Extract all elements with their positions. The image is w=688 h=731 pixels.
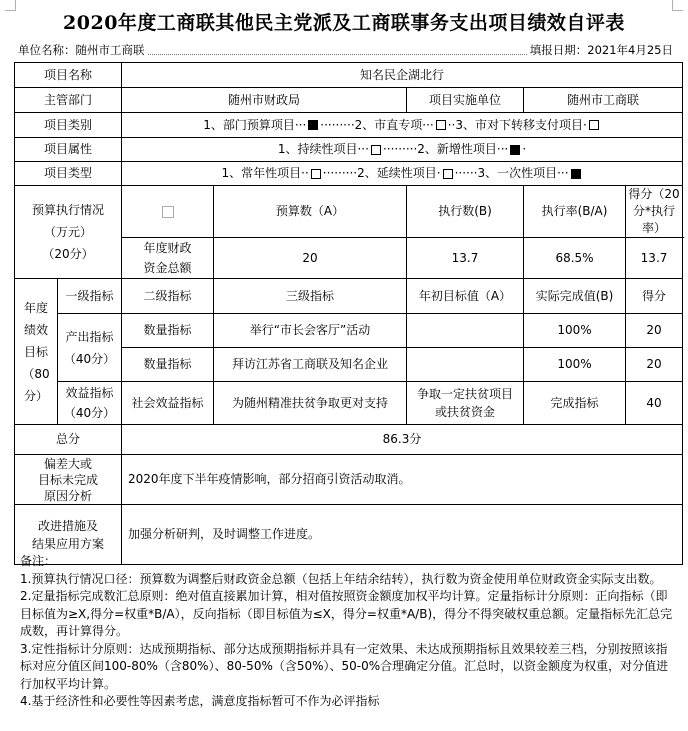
row-total <box>15 425 683 455</box>
header-actual: 实际完成值(B) <box>524 279 626 314</box>
row-department <box>15 88 683 113</box>
budget-header-score: 得分（20分*执行率） <box>626 186 683 238</box>
target-cell <box>407 348 524 382</box>
score-cell: 20 <box>626 314 683 348</box>
row-attribute <box>15 138 683 162</box>
deviation-label <box>15 455 122 505</box>
attribute-option-label: 1、持续性项目 <box>277 142 358 156</box>
checkbox-checked-icon[interactable] <box>510 145 520 155</box>
checkbox-empty-icon[interactable] <box>443 169 453 179</box>
deviation-text: 2020年度下半年疫情影响，部分招商引资活动取消。 <box>122 455 683 505</box>
note-item: 2.定量指标完成数汇总原则：绝对值直接累加计算，相对值按照资金额度加权平均计算。定量指标计分原则：正向指标（即目标值为≥X,得分=权重*B/A），反向指标（即目标值为≤X，得分=权重*A/B)，得分不得突破权重总额。定量指标先汇总完成数，再计算得分。 <box>20 589 673 638</box>
type-label: 项目类型 <box>15 162 122 186</box>
header-line <box>18 42 673 58</box>
page-title: 2020年度工商联其他民主党派及工商联事务支出项目绩效自评表 <box>63 12 625 34</box>
score-cell: 20 <box>626 348 683 382</box>
row-project-name <box>15 63 683 88</box>
category-options: 1、部门预算项目··· ·········2、市直专项··· ··3、市对下转移支付项目· <box>122 113 683 138</box>
row-budget-header <box>15 186 683 238</box>
level3-cell: 拜访江苏省工商联及知名企业 <box>214 348 407 382</box>
dept-value: 随州市财政局 <box>122 88 407 113</box>
row-perf-header <box>15 279 683 314</box>
note-item: 4.基于经济性和必要性等因素考虑，满意度指标暂可不作为必评指标 <box>20 694 380 708</box>
leader-dots <box>148 46 527 55</box>
header-score: 得分 <box>626 279 683 314</box>
type-option-label: 2、延续性项目 <box>357 166 437 180</box>
level3-cell: 举行“市长会客厅”活动 <box>214 314 407 348</box>
header-target: 年初目标值（A） <box>407 279 524 314</box>
type-option-label: 3、一次性项目 <box>477 166 558 180</box>
budget-row-label-line: 资金总额 <box>143 261 192 275</box>
budget-row-label <box>122 238 214 279</box>
budget-label-line: （20分） <box>42 247 94 261</box>
deviation-label-line: 偏差大或 <box>44 456 93 471</box>
improvement-text: 加强分析研判，及时调整工作进度。 <box>122 505 683 565</box>
note-item: 3.定性指标计分原则：达成预期指标、部分达成预期指标并具有一定效果、未达成预期指标且效果较差三档，分别按照该指标对应分值区间100-80%（含80%）、80-50%（含50%）、50-0%合理确定分值。汇总时，以资金额度为权重，对分值进行加权平均计算。 <box>20 641 669 691</box>
evaluation-table <box>14 62 683 565</box>
total-label: 总分 <box>15 425 122 455</box>
table-row <box>15 382 683 425</box>
header-level1: 一级指标 <box>58 279 122 314</box>
budget-header-rate: 执行率(B/A) <box>524 186 626 238</box>
row-category <box>15 113 683 138</box>
category-option-label: 2、市直专项 <box>354 117 423 132</box>
report-date: 填报日期：2021年4月25日 <box>529 43 673 57</box>
checkbox-empty-icon[interactable] <box>311 169 321 179</box>
budget-label-line: （万元） <box>44 225 93 239</box>
output-label-line: 产出指标 <box>65 329 114 344</box>
improvement-label-line: 结果应用方案 <box>32 536 105 551</box>
type-options: 1、常年性项目·· ·········2、延续性项目· ······3、一次性项目··· <box>122 162 683 186</box>
checkbox-empty-icon[interactable] <box>371 145 381 155</box>
dept-label: 主管部门 <box>15 88 122 113</box>
level2-cell: 社会效益指标 <box>122 382 214 425</box>
budget-blank-header <box>122 186 214 238</box>
budget-label-line: 预算执行情况 <box>32 203 105 217</box>
side-label-line: 目标 <box>23 344 48 359</box>
attribute-label: 项目属性 <box>15 138 122 162</box>
checkbox-empty-icon[interactable] <box>162 206 174 218</box>
budget-header-a: 预算数（A） <box>214 186 407 238</box>
budget-value-a: 20 <box>214 238 407 279</box>
output-indicator-label <box>58 314 122 382</box>
unit-name: 单位名称：随州市工商联 <box>18 43 145 57</box>
deviation-label-line: 目标未完成 <box>38 472 99 487</box>
budget-value-rate: 68.5% <box>524 238 626 279</box>
header-level3: 三级指标 <box>214 279 407 314</box>
target-cell <box>407 314 524 348</box>
impl-unit-label: 项目实施单位 <box>407 88 524 113</box>
note-item: 1.预算执行情况口径：预算数为调整后财政资金总额（包括上年结余结转），执行数为资金使用单位财政资金实际支出数。 <box>20 571 662 586</box>
header-level2: 二级指标 <box>122 279 214 314</box>
performance-side-label <box>15 279 58 425</box>
target-cell: 争取一定扶贫项目或扶贫资金 <box>407 382 524 425</box>
checkbox-empty-icon[interactable] <box>436 120 446 130</box>
budget-row-label-line: 年度财政 <box>143 241 192 255</box>
benefit-label-line: （40分） <box>63 406 116 420</box>
attribute-options: 1、持续性项目··· ·········2、新增性项目··· · <box>122 138 683 162</box>
level2-cell: 数量指标 <box>122 348 214 382</box>
notes-section <box>20 553 675 711</box>
table-row <box>15 314 683 348</box>
project-name-value: 知名民企湖北行 <box>122 63 683 88</box>
category-option-label: 3、市对下转移支付项目 <box>455 117 584 132</box>
improvement-label-line: 改进措施及 <box>38 518 99 533</box>
score-cell: 40 <box>626 382 683 425</box>
checkbox-checked-icon[interactable] <box>308 120 318 130</box>
benefit-label-line: 效益指标 <box>65 386 114 400</box>
deviation-label-line: 原因分析 <box>44 488 93 503</box>
actual-cell: 100% <box>524 348 626 382</box>
budget-header-b: 执行数(B) <box>407 186 524 238</box>
category-label: 项目类别 <box>15 113 122 138</box>
output-label-line: （40分） <box>63 351 116 366</box>
level2-cell: 数量指标 <box>122 314 214 348</box>
total-value: 86.3分 <box>122 425 683 455</box>
side-label-line: 分） <box>23 388 48 403</box>
checkbox-empty-icon[interactable] <box>589 120 599 130</box>
checkbox-checked-icon[interactable] <box>571 169 581 179</box>
side-label-line: 绩效 <box>23 322 48 337</box>
type-option-label: 1、常年性项目 <box>221 166 302 180</box>
side-label-line: 年度 <box>23 300 48 315</box>
budget-value-b: 13.7 <box>407 238 524 279</box>
category-option-label: 1、部门预算项目 <box>203 117 295 132</box>
side-label-line: （80 <box>22 366 50 381</box>
impl-unit-value: 随州市工商联 <box>524 88 683 113</box>
level3-cell: 为随州精准扶贫争取更对支持 <box>214 382 407 425</box>
budget-value-score: 13.7 <box>626 238 683 279</box>
row-type <box>15 162 683 186</box>
budget-label <box>15 186 122 279</box>
actual-cell: 完成指标 <box>524 382 626 425</box>
project-name-label: 项目名称 <box>15 63 122 88</box>
benefit-indicator-label <box>58 382 122 425</box>
attribute-option-label: 2、新增性项目 <box>417 142 497 156</box>
notes-heading: 备注： <box>20 554 57 568</box>
row-deviation <box>15 455 683 505</box>
actual-cell: 100% <box>524 314 626 348</box>
